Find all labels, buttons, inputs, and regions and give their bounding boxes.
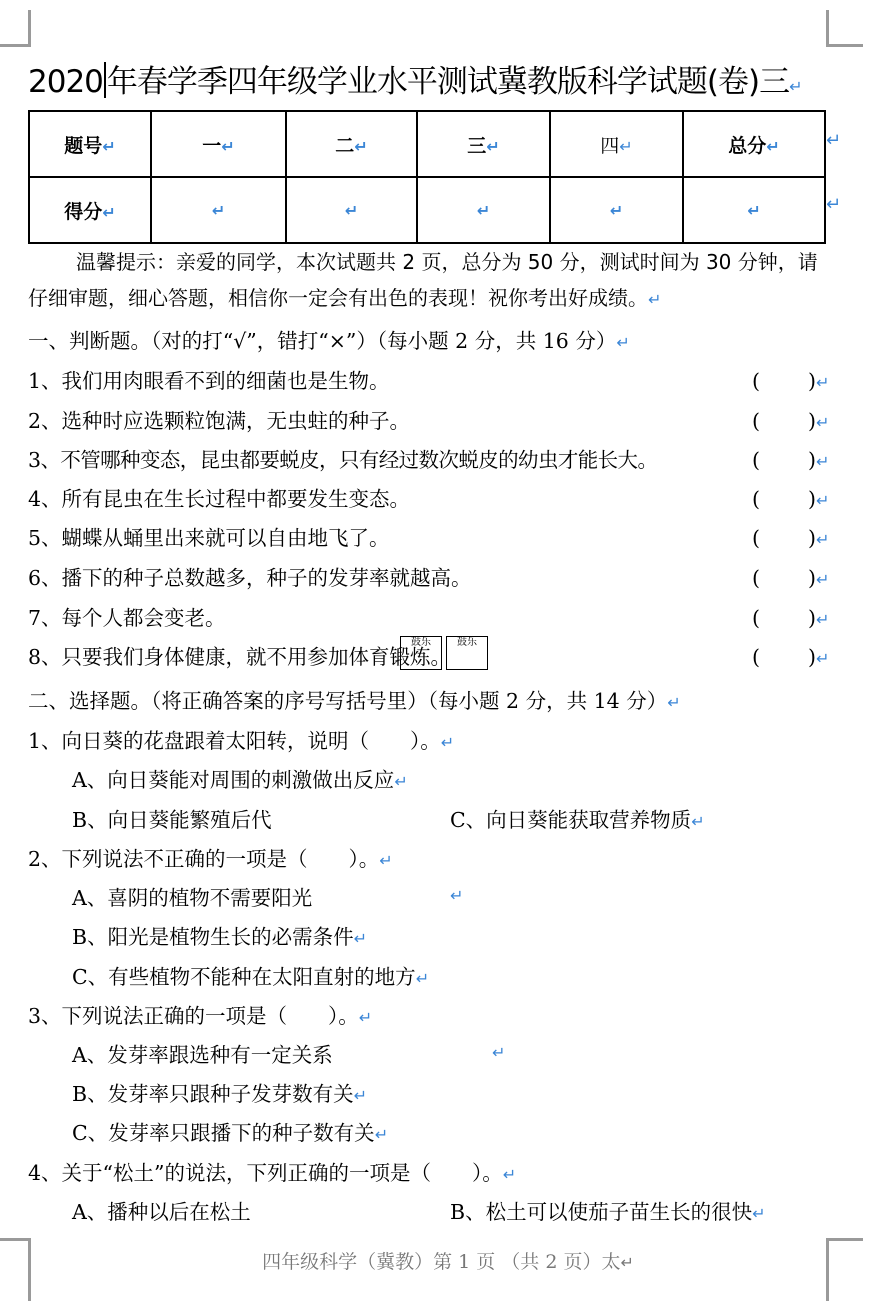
question-stem: 1、向日葵的花盘跟着太阳转，说明（ ）。↵ xyxy=(28,729,455,753)
stamp-overlay: 鼓乐 鼓乐 xyxy=(398,636,490,670)
table-cell: 得分↵ xyxy=(29,177,151,243)
option-b[interactable]: B、阳光是植物生长的必需条件↵ xyxy=(72,925,367,949)
paragraph-mark-icon: ↵ xyxy=(789,77,802,96)
paragraph-mark-icon: ↵ xyxy=(450,886,464,905)
table-cell: 题号↵ xyxy=(29,111,151,177)
answer-blank[interactable]: ( )↵ xyxy=(752,566,830,590)
option-b[interactable]: B、发芽率只跟种子发芽数有关↵ xyxy=(72,1082,367,1106)
judge-item: 5、蝴蝶从蛹里出来就可以自由地飞了。 xyxy=(28,526,390,550)
score-entry-cell[interactable]: ↵ xyxy=(151,177,286,243)
table-cell: 四↵ xyxy=(550,111,683,177)
option-c[interactable]: C、向日葵能获取营养物质↵ xyxy=(450,808,705,832)
answer-blank[interactable]: ( )↵ xyxy=(752,487,830,511)
section2-heading: 二、选择题。（将正确答案的序号写括号里）（每小题 2 分，共 14 分）↵ xyxy=(28,689,681,713)
judge-item: 1、我们用肉眼看不到的细菌也是生物。 xyxy=(28,369,390,393)
score-entry-cell[interactable]: ↵ xyxy=(417,177,550,243)
judge-item: 2、选种时应选颗粒饱满，无虫蛀的种子。 xyxy=(28,409,411,433)
row-end-mark-icon: ↵ xyxy=(826,194,842,215)
crop-mark-top-left xyxy=(0,10,31,47)
text-cursor xyxy=(104,62,106,98)
score-entry-cell[interactable]: ↵ xyxy=(550,177,683,243)
score-entry-cell[interactable]: ↵ xyxy=(683,177,825,243)
judge-item: 4、所有昆虫在生长过程中都要发生变态。 xyxy=(28,487,411,511)
option-c[interactable]: C、有些植物不能种在太阳直射的地方↵ xyxy=(72,965,430,989)
section1-heading: 一、判断题。（对的打“√”，错打“×”）（每小题 2 分，共 16 分）↵ xyxy=(28,329,630,353)
answer-blank[interactable]: ( )↵ xyxy=(752,526,830,550)
score-entry-cell[interactable]: ↵ xyxy=(286,177,417,243)
option-c[interactable]: C、发芽率只跟播下的种子数有关↵ xyxy=(72,1121,389,1145)
tip-paragraph: 温馨提示：亲爱的同学，本次试题共 2 页，总分为 50 分，测试时间为 30 分钟，请仔细审题，细心答题，相信你一定会有出色的表现！祝你考出好成绩。↵ xyxy=(28,250,818,310)
score-table-header-row xyxy=(29,111,825,177)
table-cell: 总分↵ xyxy=(683,111,825,177)
option-a[interactable]: A、发芽率跟选种有一定关系 xyxy=(72,1043,333,1067)
answer-blank[interactable]: ( )↵ xyxy=(752,606,830,630)
answer-blank[interactable]: ( )↵ xyxy=(752,369,830,393)
question-stem: 4、关于“松土”的说法，下列正确的一项是（ ）。↵ xyxy=(28,1161,517,1185)
judge-item: 3、不管哪种变态，昆虫都要蜕皮，只有经过数次蜕皮的幼虫才能长大。 xyxy=(28,448,658,472)
question-stem: 3、下列说法正确的一项是（ ）。↵ xyxy=(28,1004,373,1028)
option-a[interactable]: A、向日葵能对周围的刺激做出反应↵ xyxy=(72,768,408,792)
crop-mark-top-right xyxy=(826,10,863,47)
table-cell: 三↵ xyxy=(417,111,550,177)
option-b[interactable]: B、向日葵能繁殖后代 xyxy=(72,808,272,832)
answer-blank[interactable]: ( )↵ xyxy=(752,645,830,669)
paragraph-mark-icon: ↵ xyxy=(492,1043,506,1062)
table-cell: 一↵ xyxy=(151,111,286,177)
option-b[interactable]: B、松土可以使茄子苗生长的很快↵ xyxy=(450,1200,766,1224)
answer-blank[interactable]: ( )↵ xyxy=(752,409,830,433)
row-end-mark-icon: ↵ xyxy=(826,130,842,151)
page-title: 2020 年春学季四年级学业水平测试冀教版科学试题(卷)三↵ xyxy=(28,64,802,100)
score-table xyxy=(28,110,826,244)
option-a[interactable]: A、播种以后在松土 xyxy=(72,1200,251,1224)
judge-item: 8、只要我们身体健康，就不用参加体育锻炼。 xyxy=(28,645,452,669)
table-cell: 二↵ xyxy=(286,111,417,177)
judge-item: 7、每个人都会变老。 xyxy=(28,606,226,630)
answer-blank[interactable]: ( )↵ xyxy=(752,448,830,472)
score-table-score-row xyxy=(29,177,825,243)
page-footer: 四年级科学（冀教）第 1 页 （共 2 页）太↵ xyxy=(262,1251,634,1273)
option-a[interactable]: A、喜阴的植物不需要阳光 xyxy=(72,886,313,910)
judge-item: 6、播下的种子总数越多，种子的发芽率就越高。 xyxy=(28,566,472,590)
question-stem: 2、下列说法不正确的一项是（ ）。↵ xyxy=(28,847,393,871)
